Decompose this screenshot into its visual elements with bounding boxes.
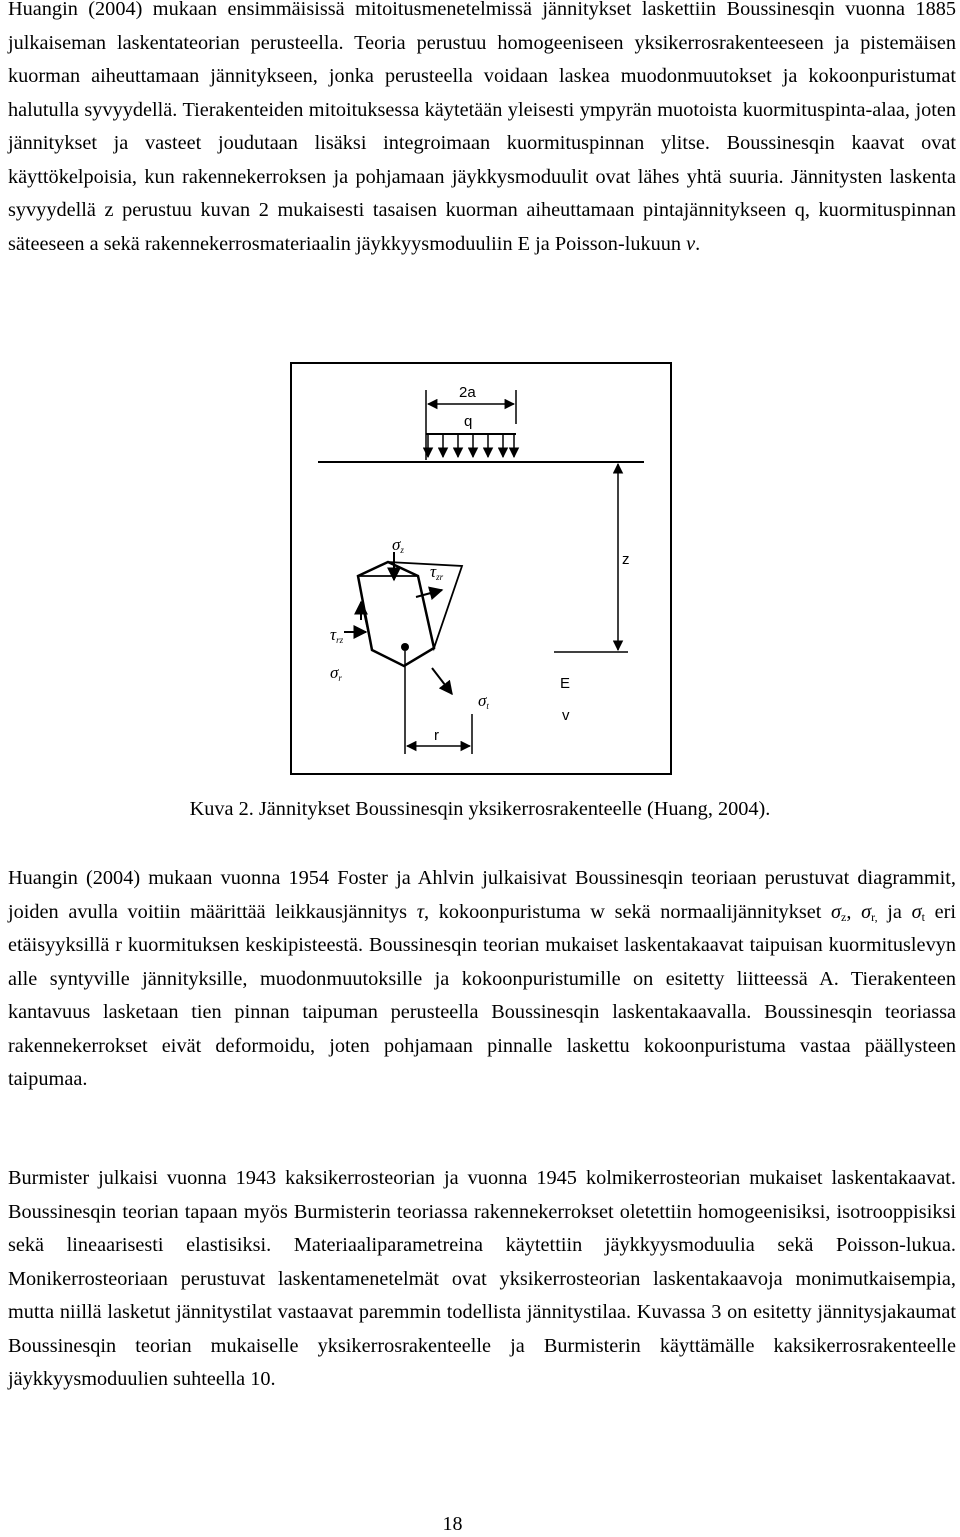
sigma-separator-ja: ja — [887, 900, 902, 923]
stress-element — [344, 552, 462, 694]
stress-diagram — [292, 364, 670, 773]
sigma-r-subscript: r, — [871, 909, 878, 924]
sigma-t-symbol: σ — [911, 900, 922, 923]
label-2a: 2a — [459, 384, 476, 401]
dimension-z — [554, 464, 630, 652]
figure-caption: Kuva 2. Jännitykset Boussinesqin yksikerrosrakenteelle (Huang, 2004). — [189, 798, 771, 820]
paragraph-foster-ahlvin — [8, 862, 956, 1097]
paragraph-1-end: . — [695, 232, 701, 255]
label-E: E — [560, 675, 571, 692]
label-sigma-t: σt — [478, 691, 489, 711]
label-tau-rz: τrz — [330, 625, 344, 645]
paragraph-burmister: Burmister julkaisi vuonna 1943 kaksikerrosteorian ja vuonna 1945 kolmikerrosteorian mukaiset laskentakaavat. Boussinesqin teorian tapaan myös Burmisterin teoriassa rakennekerrokset oletettiin homogeenisiksi, isotrooppisiksi sekä lineaarisesti elastisiksi. Materiaaliparametreina käytettiin jäykkyysmoduulia sekä Poisson-lukua. Monikerrosteoriaan perustuvat laskentamenetelmät ovat yksikerrosteorian laskentakaavoja monimutkaisempia, mutta niillä lasketut jännitystilat vastaavat paremmin todellista jännitystilaa. Kuvassa 3 on esitetty jännitysjakaumat Boussinesqin teorian mukaiselle yksikerrosrakenteelle ja Burmisterin käyttämälle kaksikerrosrakenteelle jäykkyysmoduulien suhteella 10. — [8, 1167, 956, 1390]
uniform-load-q — [426, 413, 516, 457]
tau-symbol: τ — [416, 900, 424, 923]
sigma-t-subscript: t — [921, 909, 925, 924]
paragraph-2-part1: Huangin (2004) mukaan vuonna 1954 Foster ja Ahlvin julkaisivat Boussinesqin teoriaan perustuvat diagrammit, joiden avulla voitiin määrittää leikkausjännitys — [8, 867, 956, 923]
label-v: v — [562, 707, 570, 724]
figure-boussinesq-stresses — [290, 362, 672, 775]
poisson-symbol: ν — [686, 232, 696, 255]
paragraph-2-part3: eri etäisyyksillä r kuormituksen keskipisteestä. Boussinesqin teorian mukaiset laskentakaavat taipuisan kuormituslevyn alle syntyville jännityksille, muodonmuutoksille ja kokoonpuristumille on esitetty liitteessä A. Tierakenteen kantavuus lasketaan tien pinnan taipuman perusteella Boussinesqin laskentakaavalla. Boussinesqin teoriassa rakennekerrokset eivät deformoidu, joten pohjamaan pinnalle laskettu kokoonpuristuma vastaa päällysteen taipumaa. — [8, 900, 956, 1090]
label-q: q — [464, 413, 473, 430]
sigma-separator-comma: , — [846, 900, 852, 923]
page-number: 18 — [442, 1513, 463, 1535]
sigma-z-subscript: z — [841, 909, 847, 924]
sigma-r-symbol: σ — [861, 900, 872, 923]
label-sigma-z: σz — [392, 535, 404, 555]
label-z: z — [622, 551, 630, 568]
dimension-r — [405, 651, 472, 754]
paragraph-boussinesq-intro — [8, 0, 956, 261]
label-tau-zr: τzr — [430, 562, 444, 582]
paragraph-2-part2: , kokoonpuristuma w sekä normaalijännitykset — [423, 900, 822, 923]
sigma-z-symbol: σ — [831, 900, 842, 923]
paragraph-1-text: Huangin (2004) mukaan ensimmäisissä mitoitusmenetelmissä jännitykset laskettiin Boussinesqin vuonna 1885 julkaiseman laskentateorian perusteella. Teoria perustuu homogeeniseen yksikerrosrakenteeseen ja pistemäisen kuorman aiheuttamaan jännitykseen, jonka perusteella voidaan laskea muodonmuutokset ja kokoonpuristumat halutulla syvyydellä. Tierakenteiden mitoituksessa käytetään yleisesti ympyrän muotoista kuormituspinta-alaa, joten jännitykset ja vasteet joudutaan lisäksi integroimaan kuormituspinnan ylitse. Boussinesqin kaavat ovat käyttökelpoisia, kun rakennekerroksen ja pohjamaan jäykkysmoduulit ovat lähes yhtä suuria. Jännitysten laskenta syvyydellä z perustuu kuvan 2 mukaisesti tasaisen kuorman aiheuttamaan pintajännitykseen q, kuormituspinnan säteeseen a sekä rakennekerrosmateriaalin jäykkyysmoduuliin E ja Poisson-lukuun — [8, 0, 956, 255]
label-sigma-r: σr — [330, 663, 342, 683]
label-r: r — [434, 727, 439, 744]
